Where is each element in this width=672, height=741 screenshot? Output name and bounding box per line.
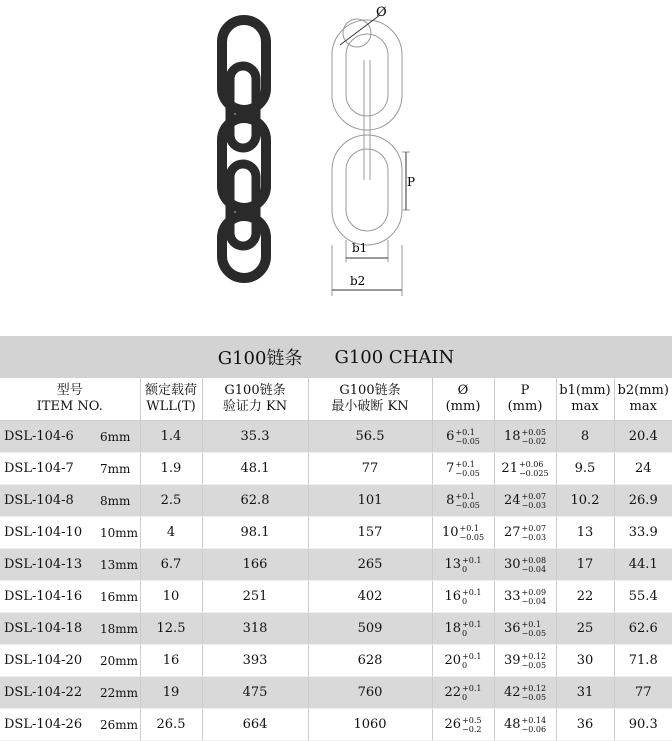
table-row <box>0 645 672 677</box>
proof-force: 318 <box>202 613 308 645</box>
pitch-cell: 39 +0.12 −0.05 <box>494 645 556 677</box>
header-wll: 额定载荷 WLL(T) <box>140 378 202 421</box>
b2-value: 62.6 <box>614 613 672 645</box>
proof-force: 664 <box>202 709 308 741</box>
b2-value: 20.4 <box>614 421 672 453</box>
b1-value: 10.2 <box>556 485 614 517</box>
b2-value: 44.1 <box>614 549 672 581</box>
item-no: DSL-104-22 <box>0 677 100 709</box>
b1-value: 9.5 <box>556 453 614 485</box>
table-row <box>0 549 672 581</box>
chain-size: 18mm <box>100 613 140 645</box>
proof-force: 35.3 <box>202 421 308 453</box>
diameter-cell: 8 +0.1 −0.05 <box>432 485 494 517</box>
proof-force: 393 <box>202 645 308 677</box>
pitch-cell: 42 +0.12 −0.05 <box>494 677 556 709</box>
proof-force: 48.1 <box>202 453 308 485</box>
header-row <box>0 378 672 421</box>
chain-size: 16mm <box>100 581 140 613</box>
chain-size: 6mm <box>100 421 140 453</box>
breaking-force: 402 <box>308 581 432 613</box>
wll-value: 1.9 <box>140 453 202 485</box>
header-break: G100链条 最小破断 KN <box>308 378 432 421</box>
table-row <box>0 613 672 645</box>
wll-value: 10 <box>140 581 202 613</box>
chain-render <box>222 20 266 278</box>
b1-value: 25 <box>556 613 614 645</box>
chain-size: 10mm <box>100 517 140 549</box>
wll-value: 2.5 <box>140 485 202 517</box>
breaking-force: 265 <box>308 549 432 581</box>
proof-force: 475 <box>202 677 308 709</box>
pitch-cell: 36 +0.1 −0.05 <box>494 613 556 645</box>
diameter-cell: 13 +0.1 0 <box>432 549 494 581</box>
proof-force: 251 <box>202 581 308 613</box>
wll-value: 12.5 <box>140 613 202 645</box>
breaking-force: 760 <box>308 677 432 709</box>
item-no: DSL-104-16 <box>0 581 100 613</box>
diameter-cell: 7 +0.1 −0.05 <box>432 453 494 485</box>
header-diameter: Ø (mm) <box>432 378 494 421</box>
b1-value: 36 <box>556 709 614 741</box>
b2-value: 26.9 <box>614 485 672 517</box>
b1-value: 31 <box>556 677 614 709</box>
breaking-force: 509 <box>308 613 432 645</box>
b2-value: 90.3 <box>614 709 672 741</box>
proof-force: 62.8 <box>202 485 308 517</box>
item-no: DSL-104-18 <box>0 613 100 645</box>
diameter-cell: 18 +0.1 0 <box>432 613 494 645</box>
chain-size: 20mm <box>100 645 140 677</box>
diameter-cell: 20 +0.1 0 <box>432 645 494 677</box>
pitch-cell: 27 +0.07 −0.03 <box>494 517 556 549</box>
table-row <box>0 709 672 741</box>
breaking-force: 77 <box>308 453 432 485</box>
diameter-cell: 6 +0.1 −0.05 <box>432 421 494 453</box>
wll-value: 4 <box>140 517 202 549</box>
table-row <box>0 485 672 517</box>
table-row <box>0 517 672 549</box>
breaking-force: 1060 <box>308 709 432 741</box>
dim-b1: b1 <box>352 241 368 255</box>
table-row <box>0 421 672 453</box>
b2-value: 77 <box>614 677 672 709</box>
pitch-cell: 21 +0.06 −0.025 <box>494 453 556 485</box>
proof-force: 98.1 <box>202 517 308 549</box>
diameter-cell: 22 +0.1 0 <box>432 677 494 709</box>
header-proof: G100链条 验证力 KN <box>202 378 308 421</box>
breaking-force: 157 <box>308 517 432 549</box>
wll-value: 19 <box>140 677 202 709</box>
b2-value: 33.9 <box>614 517 672 549</box>
proof-force: 166 <box>202 549 308 581</box>
breaking-force: 101 <box>308 485 432 517</box>
table-row <box>0 677 672 709</box>
item-no: DSL-104-26 <box>0 709 100 741</box>
diameter-cell: 26 +0.5 −0.2 <box>432 709 494 741</box>
chain-size: 8mm <box>100 485 140 517</box>
dim-diameter: Ø <box>376 5 387 20</box>
b1-value: 8 <box>556 421 614 453</box>
item-no: DSL-104-13 <box>0 549 100 581</box>
table-title <box>0 336 672 378</box>
header-b1: b1(mm) max <box>556 378 614 421</box>
item-no: DSL-104-8 <box>0 485 100 517</box>
b1-value: 17 <box>556 549 614 581</box>
chain-size: 26mm <box>100 709 140 741</box>
chain-figure <box>0 0 672 336</box>
chain-drawing <box>332 15 410 296</box>
pitch-cell: 33 +0.09 −0.04 <box>494 581 556 613</box>
diameter-cell: 16 +0.1 0 <box>432 581 494 613</box>
wll-value: 16 <box>140 645 202 677</box>
wll-value: 26.5 <box>140 709 202 741</box>
chain-size: 22mm <box>100 677 140 709</box>
pitch-cell: 18 +0.05 −0.02 <box>494 421 556 453</box>
breaking-force: 56.5 <box>308 421 432 453</box>
b2-value: 55.4 <box>614 581 672 613</box>
chain-size: 7mm <box>100 453 140 485</box>
table-row <box>0 581 672 613</box>
pitch-cell: 30 +0.08 −0.04 <box>494 549 556 581</box>
b1-value: 13 <box>556 517 614 549</box>
b1-value: 22 <box>556 581 614 613</box>
header-pitch: P (mm) <box>494 378 556 421</box>
title-en: G100 CHAIN <box>334 346 455 368</box>
dim-p: P <box>407 175 416 189</box>
table-row <box>0 453 672 485</box>
wll-value: 1.4 <box>140 421 202 453</box>
breaking-force: 628 <box>308 645 432 677</box>
item-no: DSL-104-10 <box>0 517 100 549</box>
dim-b2: b2 <box>350 274 366 288</box>
title-cn: G100链条 <box>217 348 303 369</box>
header-b2: b2(mm) max <box>614 378 672 421</box>
chain-size: 13mm <box>100 549 140 581</box>
pitch-cell: 24 +0.07 −0.03 <box>494 485 556 517</box>
item-no: DSL-104-20 <box>0 645 100 677</box>
pitch-cell: 48 +0.14 −0.06 <box>494 709 556 741</box>
header-item: 型号 ITEM NO. <box>0 378 140 421</box>
item-no: DSL-104-6 <box>0 421 100 453</box>
item-no: DSL-104-7 <box>0 453 100 485</box>
diameter-cell: 10 +0.1 −0.05 <box>432 517 494 549</box>
b1-value: 30 <box>556 645 614 677</box>
b2-value: 71.8 <box>614 645 672 677</box>
chain-spec-table <box>0 378 672 741</box>
b2-value: 24 <box>614 453 672 485</box>
wll-value: 6.7 <box>140 549 202 581</box>
